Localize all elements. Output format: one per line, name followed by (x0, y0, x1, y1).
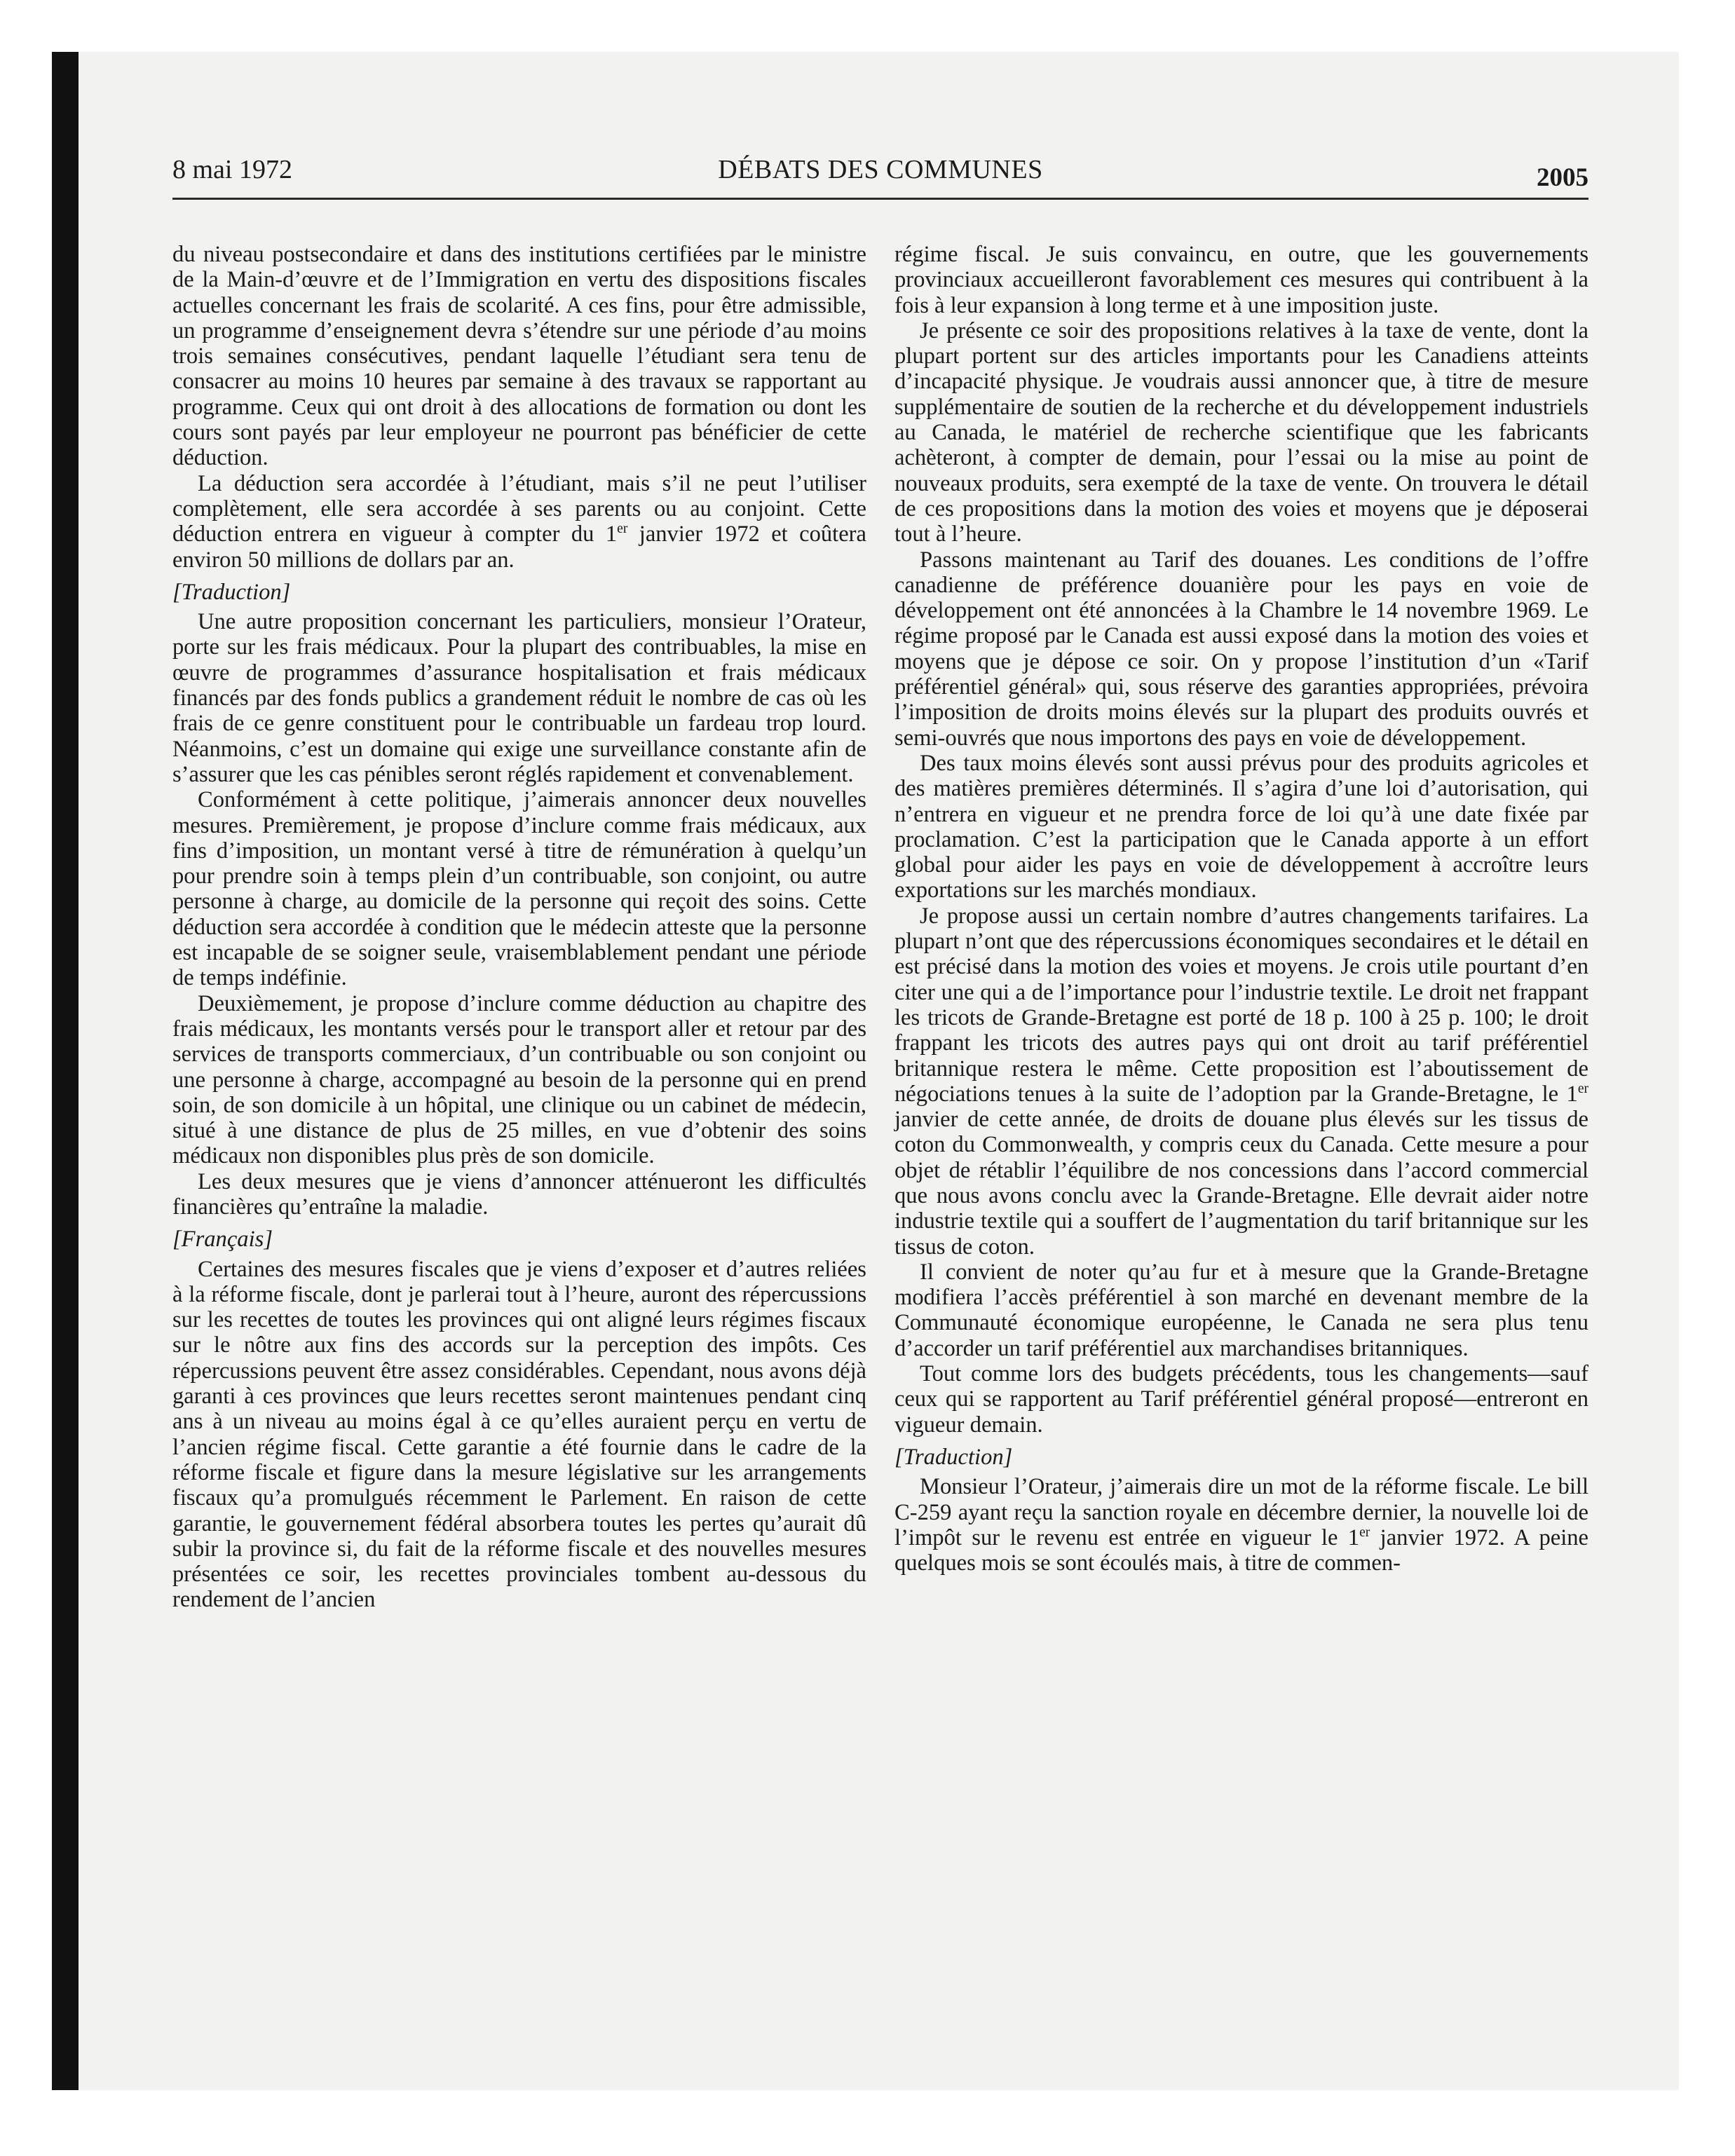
page-header (172, 149, 1588, 200)
paragraph: régime fiscal. Je suis convaincu, en outre, que les gouvernements provinciaux accueilleront favorablement ces mesures qui contribuent à la fois à leur expansion à long terme et à une imposition juste. (894, 242, 1588, 318)
language-marker: [Français] (172, 1227, 273, 1253)
paragraph: du niveau postsecondaire et dans des institutions certifiées par le ministre de la Main-d’œuvre et de l’Immigration en vertu des dispositions fiscales actuelles concernant les frais de scolarité. A ces fins, pour être admissible, un programme d’enseignement devra s’étendre sur une période d’au moins trois semaines consécutives, pendant laquelle l’étudiant sera tenu de consacrer au moins 10 heures par semaine à des travaux se rapportant au programme. Ceux qui ont droit à des allocations de formation ou dont les cours sont payés par leur employeur ne pourront pas bénéficier de cette déduction. (172, 242, 866, 471)
right-column (894, 242, 1588, 1576)
paragraph: Conformément à cette politique, j’aimerais annoncer deux nouvelles mesures. Premièrement, je propose d’inclure comme frais médicaux, aux fins d’imposition, un montant versé à titre de rémunération à quelqu’un pour prendre soin à temps plein d’un contribuable, son conjoint, ou autre personne à charge, au domicile de la personne qui reçoit des soins. Cette déduction sera accordée à condition que le médecin atteste que la personne est incapable de se soigner seule, vraisemblablement pendant une période de temps indéfinie. (172, 787, 866, 991)
header-date: 8 mai 1972 (172, 155, 292, 184)
page-number: 2005 (1537, 163, 1588, 192)
paragraph: Je propose aussi un certain nombre d’autres changements tarifaires. La plupart n’ont que des répercussions économiques secondaires et le détail en est précisé dans la motion des voies et moyens. Je crois utile pourtant d’en citer une qui a de l’importance pour l’industrie textile. Le droit net frappant les tricots de Grande-Bretagne est porté de 18 p. 100 à 25 p. 100; le droit frappant les tricots des autres pays qui ont droit au tarif préférentiel britannique restera le même. Cette proposition est l’aboutissement de négociations tenues à la suite de l’adoption par la Grande-Bretagne, le 1er janvier de cette année, de droits de douane plus élevés sur les tissus de coton du Commonwealth, y compris ceux du Canada. Cette mesure a pour objet de rétablir l’équilibre de nos concessions dans l’accord commercial que nous avons conclu avec la Grande-Bretagne. Elle devrait aider notre industrie textile qui a souffert de l’augmentation du tarif britannique sur les tissus de coton. (894, 903, 1588, 1260)
scan-border-bar (52, 52, 79, 2090)
paragraph: Une autre proposition concernant les particuliers, monsieur l’Orateur, porte sur les frais médicaux. Pour la plupart des contribuables, la mise en œuvre de programmes d’assurance hospitalisation et frais médicaux financés par des fonds publics a grandement réduit le nombre de cas où les frais de ce genre constituent pour le contribuable un fardeau trop lourd. Néanmoins, c’est un domaine qui exige une surveillance constante afin de s’assurer que les cas pénibles seront réglés rapidement et convenablement. (172, 609, 866, 787)
header-title: DÉBATS DES COMMUNES (718, 155, 1043, 184)
paragraph: Il convient de noter qu’au fur et à mesure que la Grande-Bretagne modifiera l’accès préférentiel à son marché en devenant membre de la Communauté économique européenne, le Canada ne sera plus tenu d’accorder un tarif préférentiel aux marchandises britanniques. (894, 1259, 1588, 1361)
paragraph: Certaines des mesures fiscales que je viens d’exposer et d’autres reliées à la réforme fiscale, dont je parlerai tout à l’heure, auront des répercussions sur les recettes de toutes les provinces qui ont aligné leurs régimes fiscaux sur le nôtre aux fins des accords sur la perception des impôts. Ces répercussions peuvent être assez considérables. Cependant, nous avons déjà garanti à ces provinces que leurs recettes seront maintenues pendant cinq ans à un niveau au moins égal à ce qu’elles auraient perçu en vertu de l’ancien régime fiscal. Cette garantie a été fournie dans le cadre de la réforme fiscale et figure dans la mesure législative sur les arrangements fiscaux qu’a promulgués récemment le Parlement. En raison de cette garantie, le gouvernement fédéral absorbera toutes les pertes qu’aurait dû subir la province si, du fait de la réforme fiscale et des nouvelles mesures présentées ce soir, les recettes provinciales tombent au-dessous du rendement de l’ancien (172, 1256, 866, 1613)
paragraph: La déduction sera accordée à l’étudiant, mais s’il ne peut l’utiliser complètement, elle sera accordée à ses parents ou au conjoint. Cette déduction entrera en vigueur à compter du 1er janvier 1972 et coûtera environ 50 millions de dollars par an. (172, 470, 866, 573)
paragraph: Les deux mesures que je viens d’annoncer atténueront les difficultés financières qu’entraîne la maladie. (172, 1168, 866, 1220)
language-marker: [Traduction] (894, 1444, 1013, 1470)
paragraph: Des taux moins élevés sont aussi prévus pour des produits agricoles et des matières premières déterminés. Il s’agira d’une loi d’autorisation, qui n’entrera en vigueur et ne prendra force de loi qu’à une date fixée par proclamation. C’est la participation que le Canada apporte à un effort global pour aider les pays en voie de développement à accroître leurs exportations sur les marchés mondiaux. (894, 750, 1588, 903)
left-column (172, 242, 866, 1613)
paragraph: Passons maintenant au Tarif des douanes. Les conditions de l’offre canadienne de préférence douanière pour les pays en voie de développement ont été annoncées à la Chambre le 14 novembre 1969. Le régime proposé par le Canada est aussi exposé dans la motion des voies et moyens que je dépose ce soir. On y propose l’institution d’un «Tarif préférentiel général» qui, sous réserve des garanties appropriées, prévoira l’imposition de droits moins élevés sur la plupart des produits ouvrés et semi-ouvrés que nous importons des pays en voie de développement. (894, 547, 1588, 751)
paragraph: Je présente ce soir des propositions relatives à la taxe de vente, dont la plupart portent sur des articles importants pour les Canadiens atteints d’incapacité physique. Je voudrais aussi annoncer que, à titre de mesure supplémentaire de soutien de la recherche et du développement industriels au Canada, le matériel de recherche scientifique que les fabricants achèteront, à compter de demain, pour l’essai ou la mise au point de nouveaux produits, sera exempté de la taxe de vente. On trouvera le détail de ces propositions dans la motion des voies et moyens que je déposerai tout à l’heure. (894, 318, 1588, 547)
language-marker: [Traduction] (172, 579, 291, 605)
paragraph: Tout comme lors des budgets précédents, tous les changements—sauf ceux qui se rapportent au Tarif préférentiel général proposé—entreront en vigueur demain. (894, 1361, 1588, 1438)
paragraph: Monsieur l’Orateur, j’aimerais dire un mot de la réforme fiscale. Le bill C-259 ayant reçu la sanction royale en décembre dernier, la nouvelle loi de l’impôt sur le revenu est entrée en vigueur le 1er janvier 1972. A peine quelques mois se sont écoulés mais, à titre de commen- (894, 1474, 1588, 1576)
paragraph: Deuxièmement, je propose d’inclure comme déduction au chapitre des frais médicaux, les montants versés pour le transport aller et retour par des services de transports commerciaux, d’un contribuable ou son conjoint ou une personne à charge, accompagné au besoin de la personne qui en prend soin, de son domicile à un hôpital, une clinique ou un cabinet de médecin, situé à une distance de plus de 25 milles, en vue d’obtenir des soins médicaux non disponibles plus près de son domicile. (172, 990, 866, 1169)
